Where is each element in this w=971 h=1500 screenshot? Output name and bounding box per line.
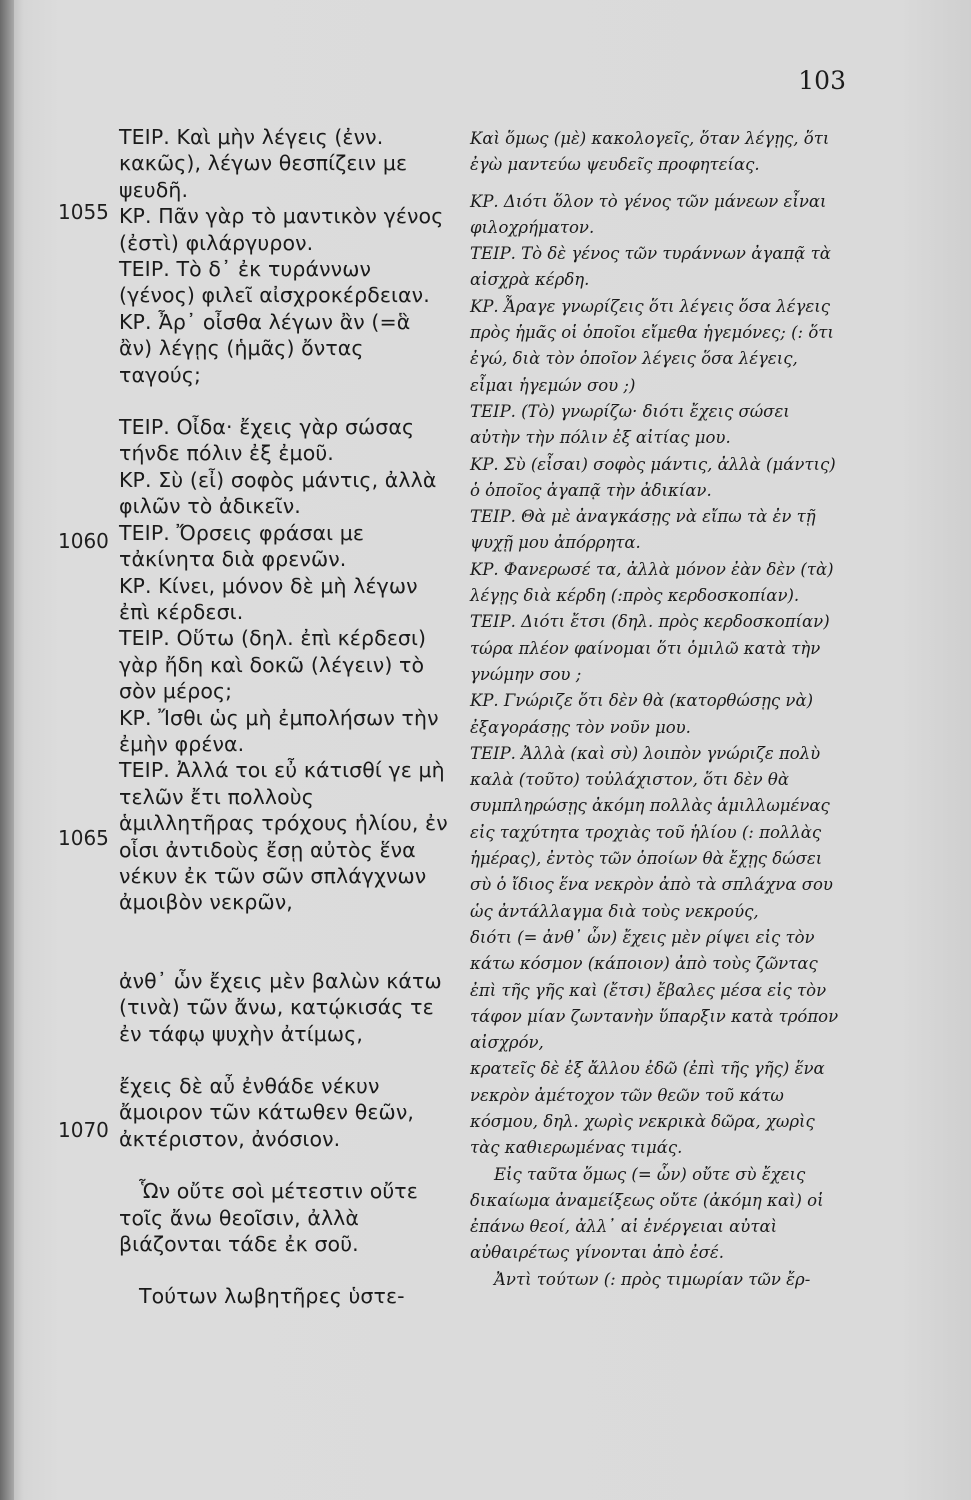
original-passage: ΤΕΙΡ. Οὕτω (δηλ. ἐπὶ κέρδεσι) γὰρ ἤδη καὶ δοκῶ (λέγειν) τὸ σὸν μέρος; xyxy=(119,626,427,704)
translation-passage: ΤΕΙΡ. Τὸ δὲ γένος τῶν τυράννων ἀγαπᾷ τὰ αἰσχρὰ κέρδη. xyxy=(470,244,831,290)
original-passage: Ὧν οὔτε σοὶ μέτεστιν οὔτε τοῖς ἄνω θεοῖσιν, ἀλλὰ βιάζονται τάδε ἐκ σοῦ. xyxy=(119,1179,418,1257)
greek-original-column xyxy=(119,124,449,1310)
original-passage: ΤΕΙΡ. Οἶδα· ἔχεις γὰρ σώσας τήνδε πόλιν ἐξ ἐμοῦ. xyxy=(119,415,415,466)
translation-passage: ΚΡ. Σὺ (εἶσαι) σοφὸς μάντις, ἀλλὰ (μάντις) ὁ ὁποῖος ἀγαπᾷ τὴν ἀδικίαν. xyxy=(470,454,836,500)
translation-passage: Καὶ ὅμως (μὲ) κακολογεῖς, ὅταν λέγῃς, ὅτι ἐγὼ μαντεύω ψευδεῖς προφητείας. xyxy=(470,129,830,175)
original-passage: ΤΕΙΡ. Ὄρσεις φράσαι με τἀκίνητα διὰ φρενῶν. xyxy=(119,520,365,572)
translation-passage: Ἀντὶ τούτων (: πρὸς τιμωρίαν τῶν ἔρ- xyxy=(494,1269,811,1289)
binding-shadow xyxy=(0,0,14,1500)
original-passage: ἀνθ᾽ ὧν ἔχεις μὲν βαλὼν κάτω (τινὰ) τῶν ἄνω, κατῴκισάς τε ἐν τάφῳ ψυχὴν ἀτίμως, xyxy=(119,968,442,1046)
translation-passage: ΤΕΙΡ. Ἀλλὰ (καὶ σὺ) λοιπὸν γνώριζε πολὺ καλὰ (τοῦτο) τοὐλάχιστον, ὅτι δὲν θὰ συμπληρώσῃς ἀκόμη πολλὰς ἁμιλλωμένας εἰς ταχύτητα τροχιὰς τοῦ ἡλίου (: πολλὰς ἡμέρας), ἐντὸς τῶν ὁποίων θὰ ἔχῃς δώσει σὺ ὁ ἴδιος ἕνα νεκρὸν ἀπὸ τὰ σπλάχνα σου ὡς ἀντάλλαγμα διὰ τοὺς νεκρούς, xyxy=(470,743,833,921)
translation-passage: κρατεῖς δὲ ἐξ ἄλλου ἐδῶ (ἐπὶ τῆς γῆς) ἕνα νεκρὸν ἀμέτοχον τῶν θεῶν τοῦ κάτω κόσμου, δηλ. χωρὶς νεκρικὰ δῶρα, χωρὶς τὰς καθιερωμένας τιμάς. xyxy=(470,1059,825,1158)
translation-passage: ΤΕΙΡ. Διότι ἔτσι (δηλ. πρὸς κερδοσκοπίαν) τώρα πλέον φαίνομαι ὅτι ὁμιλῶ κατὰ τὴν γνώμην σου ; xyxy=(470,612,830,684)
original-passage: Τούτων λωβητῆρες ὑστε- xyxy=(139,1284,405,1309)
page-number: 103 xyxy=(798,66,846,95)
original-passage: ἔχεις δὲ αὖ ἐνθάδε νέκυν ἄμοιρον τῶν κάτωθεν θεῶν, ἀκτέριστον, ἀνόσιον. xyxy=(119,1074,414,1151)
translation-passage: ΤΕΙΡ. (Τὸ) γνωρίζω· διότι ἔχεις σώσει αὐτὴν τὴν πόλιν ἐξ αἰτίας μου. xyxy=(470,401,790,448)
translation-passage: Εἰς ταῦτα ὅμως (= ὧν) οὔτε σὺ ἔχεις δικαίωμα ἀναμείξεως οὔτε (ἀκόμη καὶ) οἱ ἐπάνω θεοί, ἀλλ᾽ αἱ ἐνέργειαι αὐταὶ αὐθαιρέτως γίνονται ἀπὸ ἐσέ. xyxy=(470,1164,824,1263)
original-passage: ΚΡ. Σὺ (εἶ) σοφὸς μάντις, ἀλλὰ φιλῶν τὸ ἀδικεῖν. xyxy=(119,467,437,519)
translation-passage: ΤΕΙΡ. Θὰ μὲ ἀναγκάσῃς νὰ εἴπω τὰ ἐν τῇ ψυχῇ μου ἀπόρρητα. xyxy=(470,507,816,553)
original-passage: ΤΕΙΡ. Ἀλλά τοι εὖ κάτισθί γε μὴ τελῶν ἔτι πολλοὺς ἁμιλλητῆρας τρόχους ἡλίου, ἐν οἷσι ἀντιδοὺς ἔσῃ αὐτὸς ἕνα νέκυν ἐκ τῶν σῶν σπλάγχνων ἀμοιβὸν νεκρῶν, xyxy=(119,758,448,915)
line-number-1070: 1070 xyxy=(58,1118,109,1142)
original-passage: ΤΕΙΡ. Τὸ δ᾽ ἐκ τυράννων (γένος) φιλεῖ αἰσχροκέρδειαν. xyxy=(119,257,430,308)
original-passage: ΚΡ. Κίνει, μόνον δὲ μὴ λέγων ἐπὶ κέρδεσι. xyxy=(119,573,418,624)
line-number-1065: 1065 xyxy=(58,826,109,850)
line-number-1060: 1060 xyxy=(58,529,109,553)
line-number-1055: 1055 xyxy=(58,200,109,224)
original-passage: ΚΡ. Ἆρ᾽ οἶσθα λέγων ἂν (=ἃ ἂν) λέγῃς (ἡμᾶς) ὄντας ταγούς; xyxy=(119,309,411,387)
modern-greek-translation-column xyxy=(470,126,842,1293)
translation-passage: ΚΡ. Διότι ὅλον τὸ γένος τῶν μάνεων εἶναι φιλοχρήματον. xyxy=(470,191,827,237)
translation-passage: ΚΡ. Φανερωσέ τα, ἀλλὰ μόνον ἐὰν δὲν (τὰ) λέγῃς διὰ κέρδη (:πρὸς κερδοσκοπίαν). xyxy=(470,559,834,606)
original-passage: ΤΕΙΡ. Καὶ μὴν λέγεις (ἐνν. κακῶς), λέγων θεσπίζειν με ψευδῆ. xyxy=(119,125,408,202)
translation-passage: ΚΡ. Γνώριζε ὅτι δὲν θὰ (κατορθώσῃς νὰ) ἐξαγοράσῃς τὸν νοῦν μου. xyxy=(470,691,814,737)
original-passage: ΚΡ. Πᾶν γὰρ τὸ μαντικὸν γένος (ἐστὶ) φιλάργυρον. xyxy=(119,204,444,255)
translation-passage: διότι (= ἀνθ᾽ ὧν) ἔχεις μὲν ρίψει εἰς τὸν κάτω κόσμον (κάποιον) ἀπὸ τοὺς ζῶντας ἐπὶ τῆς γῆς καὶ (ἔτσι) ἔβαλες μέσα εἰς τὸν τάφον μίαν ζωντανὴν ὕπαρξιν κατὰ τρόπον αἰσχρόν, xyxy=(470,927,839,1053)
original-passage: ΚΡ. Ἴσθι ὡς μὴ ἐμπολήσων τὴν ἐμὴν φρένα. xyxy=(119,705,439,756)
translation-passage: ΚΡ. Ἆραγε γνωρίζεις ὅτι λέγεις ὅσα λέγεις πρὸς ἡμᾶς οἱ ὁποῖοι εἴμεθα ἡγεμόνες; (: ὅτι ἐγώ, διὰ τὸν ὁποῖον λέγεις ὅσα λέγεις, εἶμαι ἡγεμών σου ;) xyxy=(470,296,834,395)
